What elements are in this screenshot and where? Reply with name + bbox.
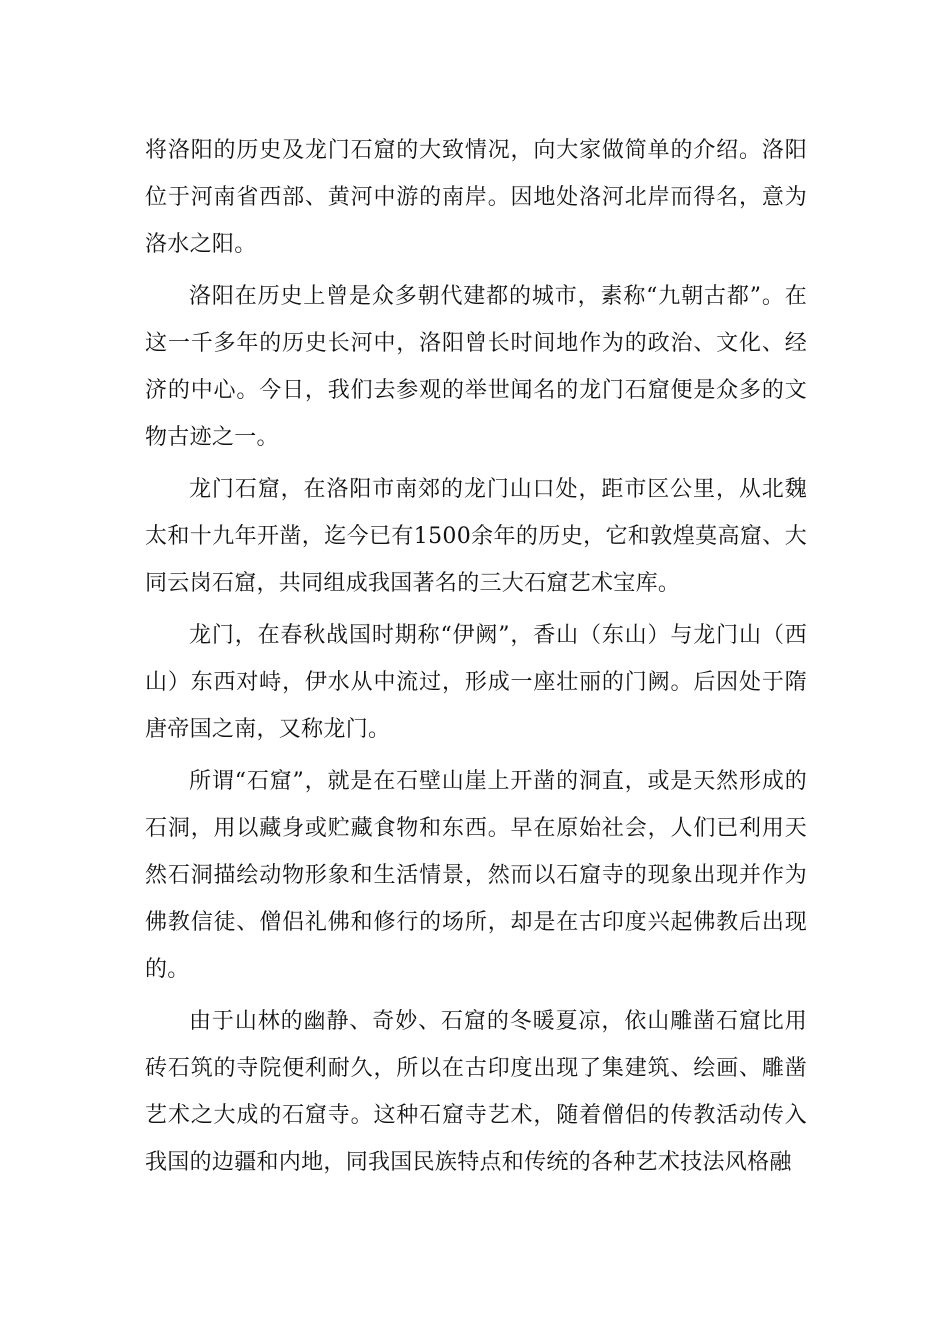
document-body	[145, 127, 807, 1191]
paragraph-6: 由于山林的幽静、奇妙、石窟的冬暖夏凉，依山雕凿石窟比用砖石筑的寺院便利耐久，所以在古印度出现了集建筑、绘画、雕凿艺术之大成的石窟寺。这种石窟寺艺术，随着僧侣的传教活动传入我国的边疆和内地，同我国民族特点和传统的各种艺术技法风格融	[145, 1009, 807, 1175]
paragraph-3: 龙门石窟，在洛阳市南郊的龙门山口处，距市区公里，从北魏太和十九年开凿，迄今已有1500余年的历史，它和敦煌莫高窟、大同云岗石窟，共同组成我国著名的三大石窟艺术宝库。	[145, 477, 807, 596]
paragraph-4: 龙门，在春秋战国时期称“伊阙”，香山（东山）与龙门山（西山）东西对峙，伊水从中流过，形成一座壮丽的门阙。后因处于隋唐帝国之南，又称龙门。	[145, 623, 807, 742]
paragraph-5: 所谓“石窟”，就是在石壁山崖上开凿的洞直，或是天然形成的石洞，用以藏身或贮藏食物和东西。早在原始社会，人们已利用天然石洞描绘动物形象和生活情景，然而以石窟寺的现象出现并作为佛教信徒、僧侣礼佛和修行的场所，却是在古印度兴起佛教后出现的。	[145, 769, 807, 982]
paragraph-1: 将洛阳的历史及龙门石窟的大致情况，向大家做简单的介绍。洛阳位于河南省西部、黄河中游的南岸。因地处洛河北岸而得名，意为洛水之阳。	[145, 138, 807, 257]
paragraph-2: 洛阳在历史上曾是众多朝代建都的城市，素称“九朝古都”。在这一千多年的历史长河中，洛阳曾长时间地作为的政治、文化、经济的中心。今日，我们去参观的举世闻名的龙门石窟便是众多的文物古迹之一。	[145, 284, 807, 450]
